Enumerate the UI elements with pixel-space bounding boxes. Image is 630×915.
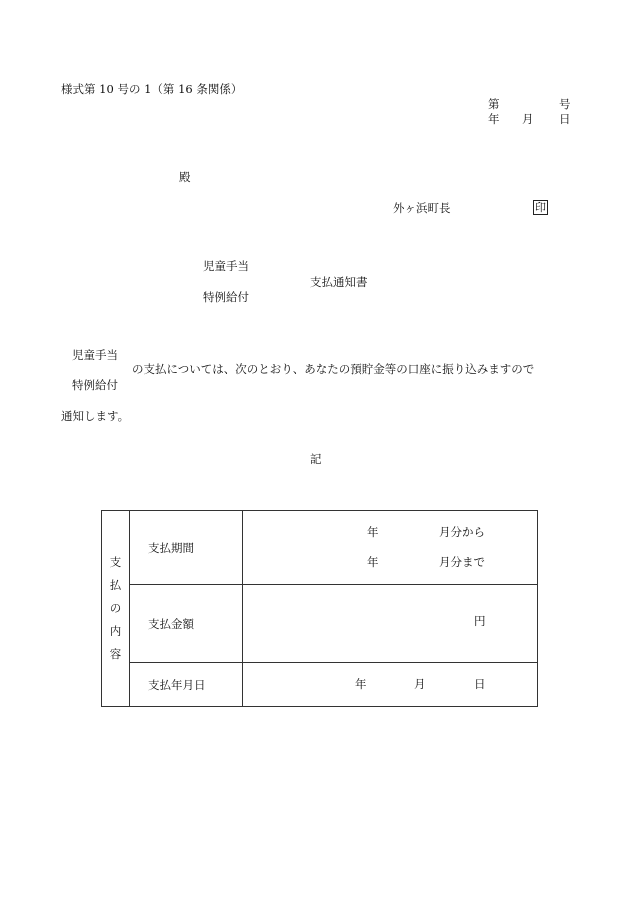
doc-date-year: 年 (488, 112, 500, 126)
ki-heading: 記 (310, 452, 322, 466)
doc-number-prefix: 第 (488, 97, 500, 111)
body-option-2: 特例給付 (72, 378, 118, 392)
body-text-2: 通知します。 (61, 409, 130, 423)
body-text: の支払については、次のとおり、あなたの預貯金等の口座に振り込みますので (132, 362, 535, 376)
title-option-2: 特例給付 (203, 290, 249, 304)
payment-date-value: 年 月 日 (243, 663, 538, 707)
doc-date-month: 月 (522, 112, 534, 126)
doc-number-suffix: 号 (559, 97, 571, 111)
payment-table (101, 510, 538, 707)
payment-period-value: 年 月分から 年 月分まで (243, 511, 538, 585)
seal-mark: 印 (535, 201, 546, 214)
label-payment-date: 支払年月日 (130, 663, 243, 707)
payment-amount-value: 円 (243, 585, 538, 663)
label-payment-period: 支払期間 (130, 511, 243, 585)
title-option-1: 児童手当 (203, 259, 249, 273)
addressee-honorific: 殿 (179, 170, 191, 184)
body-option-1: 児童手当 (72, 348, 118, 362)
label-payment-amount: 支払金額 (130, 585, 243, 663)
issuer-name: 外ヶ浜町長 (393, 201, 451, 215)
form-label: 様式第 10 号の 1（第 16 条関係） (61, 82, 243, 96)
doc-date-day: 日 (559, 112, 571, 126)
payment-contents-label: 支 払 の 内 容 (102, 511, 130, 707)
document-title: 支払通知書 (310, 275, 368, 289)
